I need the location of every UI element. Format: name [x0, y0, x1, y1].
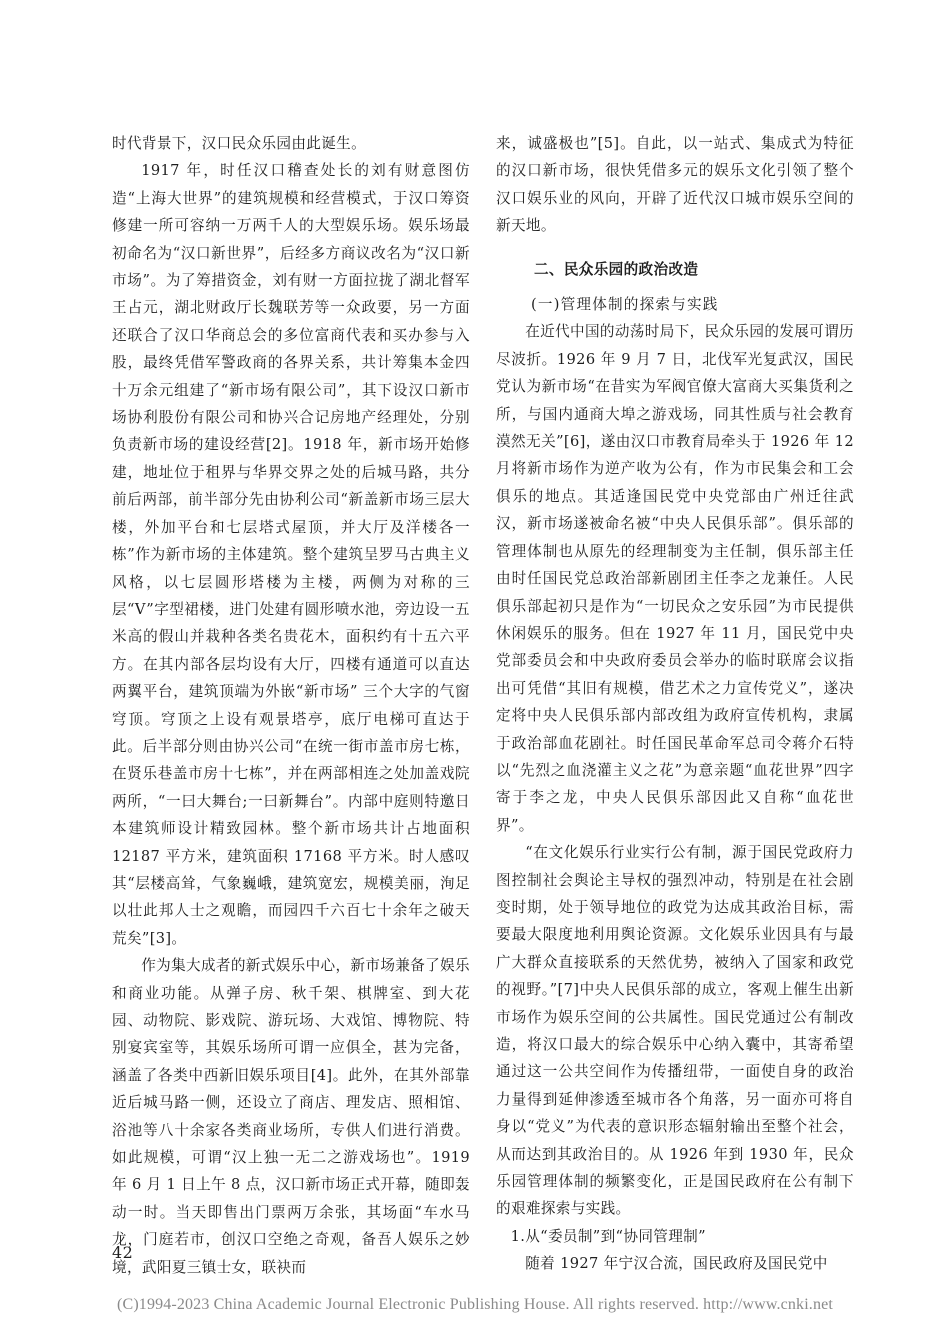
subsection-heading: (一)管理体制的探索与实践 — [531, 296, 719, 314]
right-paragraph-1: 在近代中国的动荡时局下，民众乐园的发展可谓历尽波折。1926 年 9 月 7 日，北伐军光复武汉，国民党认为新市场“在昔实为军阀官僚大富商大买集货利之所，与国内通商大埠之游戏场，同其性质与社会教育漠然无关”[6]，遂由汉口市教育局牵头于 1926 年 12 月将新市场作为逆产收为公有，作为市民集会和工会俱乐的地点。其适逢国民党中央党部由广州迁往武汉，新市场遂被命名被“中央人民俱乐部”。俱乐部的管理体制也从原先的经理制变为主任制，俱乐部主任由时任国民党总政治部新剧团主任李之龙兼任。人民俱乐部起初只是作为“一切民众之安乐园”为市民提供休闲娱乐的服务。但在 1927 年 11 月，国民党中央党部委员会和中央政府委员会举办的临时联席会议指出可凭借“其旧有规模，借艺术之力宣传党义”，遂决定将中央人民俱乐部内部改组为政府宣传机构，隶属于政治部血花剧社。时任国民革命军总司令蒋介石特以“先烈之血浇灌主义之花”为意亲题“血花世界”四字寄于李之龙，中央人民俱乐部因此又自称“血花世界”。 — [496, 323, 854, 834]
left-paragraph-2: 1917 年，时任汉口稽查处长的刘有财意图仿造“上海大世界”的建筑规模和经营模式，于汉口筹资修建一所可容纳一万两千人的大型娱乐场。娱乐场最初命名为“汉口新世界”，后经多方商议改名为“汉口新市场”。为了筹措资金，刘有财一方面拉拢了湖北督军王占元，湖北财政厅长魏联芳等一众政要，另一方面还联合了汉口华商总会的多位富商代表和买办参与入股，最终凭借军警政商的各界关系，共计筹集本金四十万余元组建了“新市场有限公司”，其下设汉口新市场协利股份有限公司和协兴合记房地产经理处，分别负责新市场的建设经营[2]。1918 年，新市场开始修建，地址位于租界与华界交界之处的后城马路，共分前后两部，前半部分先由协利公司“新盖新市场三层大楼，外加平台和七层塔式屋顶，并大厅及洋楼各一栋”作为新市场的主体建筑。整个建筑呈罗马古典主义风格，以七层圆形塔楼为主楼，两侧为对称的三层“V”字型裙楼，进门处建有圆形喷水池，旁边设一五米高的假山并栽种各类名贵花木，面积约有十五六平方。在其内部各层均设有大厅，四楼有通道可以直达两翼平台，建筑顶端为外嵌“新市场” 三个大字的气窗穹顶。穹顶之上设有观景塔亭，底厅电梯可直达于此。后半部分则由协兴公司“在统一街市盖市房七栋，在贤乐巷盖市房十七栋”，并在两部相连之处加盖戏院两所，“一曰大舞台;一曰新舞台”。内部中庭则特邀日本建筑师设计精致园林。整个新市场共计占地面积 12187 平方米，建筑面积 17168 平方米。时人感叹其“层楼高耸，气象巍峨，建筑宽宏，规模美丽，洵足以壮此邦人士之观瞻，而园四千六百七十余年之破天荒矣”[3]。 — [112, 162, 470, 947]
page-number: 42 — [112, 1243, 134, 1262]
right-paragraph-2: “在文化娱乐行业实行公有制，源于国民党政府力图控制社会舆论主导权的强烈冲动，特别是在社会剧变时期，处于领导地位的政党为达成其政治目标，需要最大限度地利用舆论资源。文化娱乐业因具有与最广大群众直接联系的天然优势，被纳入了国家和政党的视野。”[7]中央人民俱乐部的成立，客观上催生出新市场作为娱乐空间的公共属性。国民党通过公有制改造，将汉口最大的综合娱乐中心纳入囊中，其寄希望通过这一公共空间作为传播纽带，一面使自身的政治力量得到延伸渗透至城市各个角落，另一面亦可将自身以“党义”为代表的意识形态辐射输出至整个社会，从而达到其政治目的。从 1926 年到 1930 年，民众乐园管理体制的频繁变化，正是国民政府在公有制下的艰难探索与实践。 — [496, 844, 854, 1218]
left-text-column — [112, 130, 470, 1281]
right-paragraph-3: 随着 1927 年宁汉合流，国民政府及国民党中 — [525, 1255, 828, 1273]
left-paragraph-3: 作为集大成者的新式娱乐中心，新市场兼备了娱乐和商业功能。从弹子房、秋千架、棋牌室、到大花园、动物院、影戏院、游玩场、大戏馆、博物院、特别宴宾室等，其娱乐场所可谓一应俱全，甚为完备，涵盖了各类中西新旧娱乐项目[4]。此外，在其外部靠近后城马路一侧，还设立了商店、理发店、照相馆、浴池等八十余家各类商业场所，专供人们进行消费。如此规模，可谓“汉上独一无二之游戏场也”。1919 年 6 月 1 日上午 8 点，汉口新市场正式开幕，随即轰动一时。当天即售出门票两万余张，其场面“车水马龙，门庭若市，创汉口空绝之奇观，备吾人娱乐之妙境，武阳夏三镇士女，联袂而 — [112, 957, 470, 1276]
right-text-column — [496, 130, 854, 1278]
section-heading: 二、民众乐园的政治改造 — [533, 260, 699, 278]
copyright-footer: (C)1994-2023 China Academic Journal Electronic Publishing House. All rights reserved. http://www.cnki.net — [117, 1296, 833, 1313]
right-intro-paragraph: 来，诚盛极也”[5]。自此，以一站式、集成式为特征的汉口新市场，很快凭借多元的娱乐文化引领了整个汉口娱乐业的风向，开辟了近代汉口城市娱乐空间的新天地。 — [496, 135, 854, 235]
item-heading: 1.从“委员制”到“协同管理制” — [510, 1227, 706, 1245]
left-paragraph-1: 时代背景下，汉口民众乐园由此诞生。 — [112, 135, 367, 152]
